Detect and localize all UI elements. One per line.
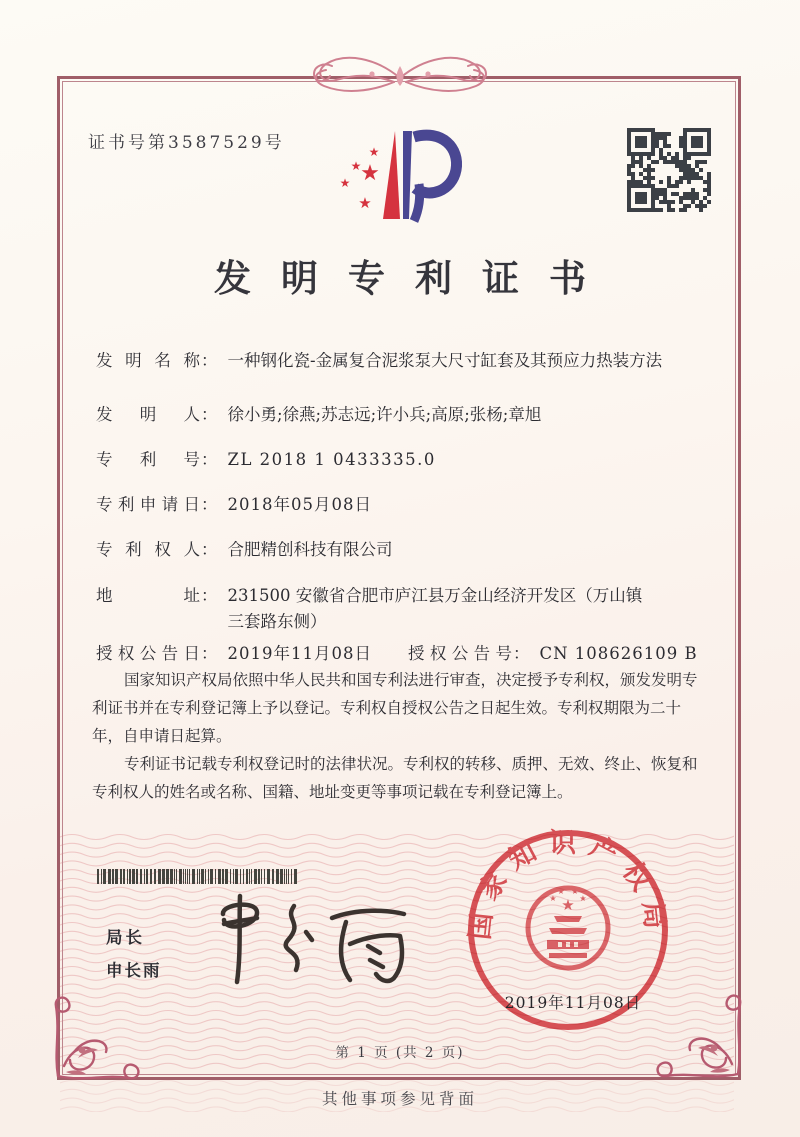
svg-text:★: ★: [557, 887, 565, 896]
field-label: 授 权 公 告 日: [96, 644, 200, 663]
svg-text:★: ★: [549, 894, 557, 903]
field-row-invention-name: 发 明 名 称 ： 一种钢化瓷-金属复合泥浆泵大尺寸缸套及其预应力热装方法: [96, 348, 728, 374]
svg-text:★: ★: [360, 161, 380, 186]
legal-text: [92, 666, 708, 806]
certificate-title: 发明专利证书: [214, 256, 616, 300]
field-label: 发 明 名 称: [96, 351, 200, 370]
field-value-filing-date: 2018年05月08日: [227, 495, 372, 514]
barcode: [95, 869, 305, 885]
field-row-filing-date: 专 利 申 请 日 ： 2018年05月08日: [96, 492, 372, 518]
back-note: 其他事项参见背面: [321, 1090, 478, 1108]
legal-paragraph-1: 国家知识产权局依照中华人民共和国专利法进行审查，决定授予专利权，颁发发明专利证书并在专利登记簿上予以登记。专利权自授权公告之日起生效。专利权期限为二十年，自申请日起算。: [92, 671, 698, 745]
svg-text:★: ★: [571, 887, 579, 896]
field-value-inventors: 徐小勇;徐燕;苏志远;许小兵;高原;张杨;章旭: [227, 405, 542, 424]
seal-date: 2019年11月08日: [504, 994, 642, 1012]
national-emblem-icon: [528, 887, 608, 968]
field-value-patentee: 合肥精创科技有限公司: [227, 540, 393, 559]
certificate-number: 证书号第3587529号: [88, 133, 285, 153]
field-row-grant-date: 授 权 公 告 日 ： 2019年11月08日: [96, 641, 372, 667]
field-value-patent-no: ZL 2018 1 0433335.0: [227, 450, 436, 469]
field-row-patent-no: 专 利 号 ： ZL 2018 1 0433335.0: [96, 447, 436, 473]
field-value-address: 231500 安徽省合肥市庐江县万金山经济开发区（万山镇 三套路东侧）: [227, 586, 643, 631]
page-number: 第 1 页 (共 2 页): [335, 1045, 465, 1061]
top-center-flourish-icon: [272, 44, 528, 112]
field-row-patentee: 专 利 权 人 ： 合肥精创科技有限公司: [96, 537, 393, 563]
field-label: 授 权 公 告 号: [408, 644, 512, 663]
legal-paragraph-2: 专利证书记载专利权登记时的法律状况。专利权的转移、质押、无效、终止、恢复和专利权人的姓名或名称、国籍、地址变更等事项记载在专利登记簿上。: [92, 755, 698, 801]
field-label: 地 址: [96, 586, 200, 605]
field-value-grant-no: CN 108626109 B: [539, 644, 698, 663]
field-label: 专 利 号: [96, 450, 200, 469]
svg-text:★: ★: [358, 194, 372, 212]
officer-title: 局长: [106, 928, 145, 947]
field-value-grant-date: 2019年11月08日: [227, 644, 372, 663]
field-value-invention-name: 一种钢化瓷-金属复合泥浆泵大尺寸缸套及其预应力热装方法: [227, 351, 663, 370]
svg-text:★: ★: [339, 176, 351, 190]
field-label: 发 明 人: [96, 405, 200, 424]
svg-text:★: ★: [350, 159, 362, 173]
svg-text:★: ★: [368, 145, 380, 159]
officer-name: 申长雨: [106, 961, 162, 980]
field-row-address: 地 址 ： 231500 安徽省合肥市庐江县万金山经济开发区（万山镇 三套路东侧）: [96, 583, 642, 635]
bottom-left-flourish-icon: [44, 990, 144, 1086]
field-row-grant-no: 授 权 公 告 号 ： CN 108626109 B: [408, 641, 698, 667]
field-label: 专 利 权 人: [96, 540, 200, 559]
qr-code: [625, 126, 713, 214]
svg-text:国家知识产权局: 国家知识产权局: [464, 827, 672, 942]
svg-text:★: ★: [561, 896, 575, 914]
field-row-inventors: 发 明 人 ： 徐小勇;徐燕;苏志远;许小兵;高原;张杨;章旭: [96, 402, 541, 428]
svg-text:★: ★: [579, 894, 587, 903]
signature-handwriting-icon: [210, 884, 420, 989]
cnipa-logo-icon: [332, 120, 482, 238]
field-label: 专 利 申 请 日: [96, 495, 200, 514]
